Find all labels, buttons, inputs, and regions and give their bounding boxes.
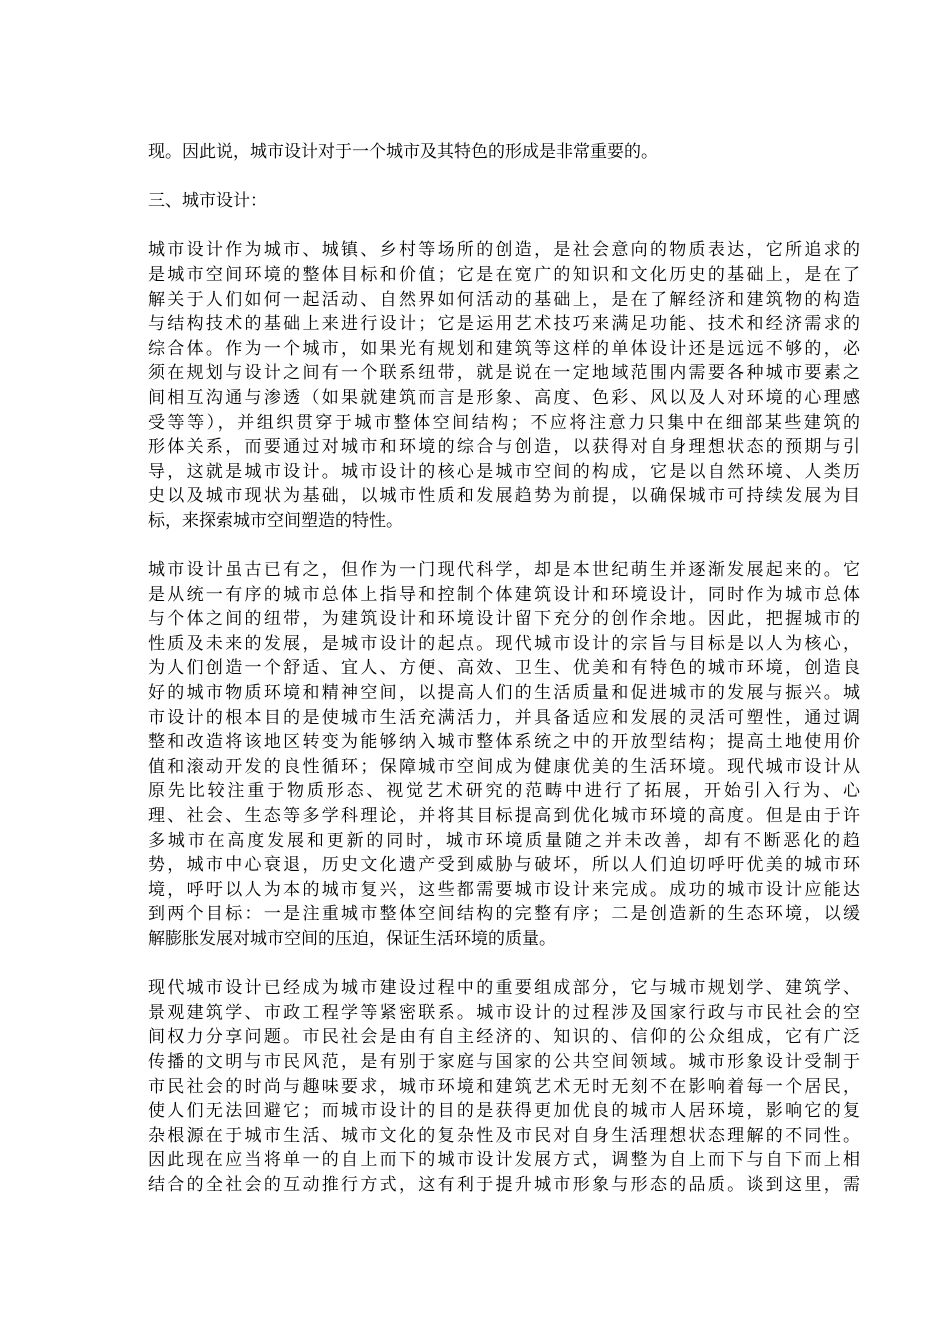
text-line: 是从统一有序的城市总体上指导和控制个体建筑设计和环境设计，同时作为城市总体 bbox=[148, 584, 860, 605]
text-line: 三、城市设计： bbox=[148, 191, 267, 212]
document-body bbox=[148, 140, 860, 1222]
text-line: 与结构技术的基础上来进行设计；它是运用艺术技巧来满足功能、技术和经济需求的 bbox=[148, 314, 860, 335]
text-line: 与个体之间的纽带，为建筑设计和环境设计留下充分的创作余地。因此，把握城市的 bbox=[148, 609, 860, 630]
text-line: 杂根源在于城市生活、城市文化的复杂性及市民对自身生活理想状态理解的不同性。 bbox=[148, 1125, 860, 1146]
text-line: 导，这就是城市设计。城市设计的核心是城市空间的构成，它是以自然环境、人类历 bbox=[148, 461, 860, 482]
text-line: 境，呼吁以人为本的城市复兴，这些都需要城市设计来完成。成功的城市设计应能达 bbox=[148, 879, 860, 900]
paragraph bbox=[148, 976, 860, 1197]
text-line: 多城市在高度发展和更新的同时，城市环境质量随之并未改善，却有不断恶化的趋 bbox=[148, 830, 860, 851]
text-line: 好的城市物质环境和精神空间，以提高人们的生活质量和促进城市的发展与振兴。城 bbox=[148, 683, 860, 704]
text-line: 景观建筑学、市政工程学等紧密联系。城市设计的过程涉及国家行政与市民社会的空 bbox=[148, 1002, 860, 1023]
text-line: 解关于人们如何一起活动、自然界如何活动的基础上，是在了解经济和建筑物的构造 bbox=[148, 289, 860, 310]
text-line: 城市设计作为城市、城镇、乡村等场所的创造，是社会意向的物质表达，它所追求的 bbox=[148, 240, 860, 261]
text-line: 值和滚动开发的良性循环；保障城市空间成为健康优美的生活环境。现代城市设计从 bbox=[148, 756, 860, 777]
text-line: 市民社会的时尚与趣味要求，城市环境和建筑艺术无时无刻不在影响着每一个居民， bbox=[148, 1076, 860, 1097]
text-line: 势，城市中心衰退，历史文化遗产受到威胁与破坏，所以人们迫切呼吁优美的城市环 bbox=[148, 855, 860, 876]
text-line: 市设计的根本目的是使城市生活充满活力，并具备适应和发展的灵活可塑性，通过调 bbox=[148, 707, 860, 728]
text-line: 标，来探索城市空间塑造的特性。 bbox=[148, 510, 403, 531]
text-line: 史以及城市现状为基础，以城市性质和发展趋势为前提，以确保城市可持续发展为目 bbox=[148, 486, 860, 507]
text-line: 须在规划与设计之间有一个联系纽带，就是说在一定地域范围内需要各种城市要素之 bbox=[148, 363, 860, 384]
text-line: 传播的文明与市民风范，是有别于家庭与国家的公共空间领域。城市形象设计受制于 bbox=[148, 1051, 860, 1072]
text-line: 现代城市设计已经成为城市建设过程中的重要组成部分，它与城市规划学、建筑学、 bbox=[148, 978, 860, 999]
paragraph bbox=[148, 558, 860, 952]
text-line: 整和改造将该地区转变为能够纳入城市整体系统之中的开放型结构；提高土地使用价 bbox=[148, 732, 860, 753]
text-line: 间权力分享问题。市民社会是由有自主经济的、知识的、信仰的公众组成，它有广泛 bbox=[148, 1027, 860, 1048]
text-line: 结合的全社会的互动推行方式，这有利于提升城市形象与形态的品质。谈到这里，需 bbox=[148, 1174, 860, 1195]
text-line: 形体关系，而要通过对城市和环境的综合与创造，以获得对自身理想状态的预期与引 bbox=[148, 437, 860, 458]
paragraph bbox=[148, 189, 860, 214]
paragraph bbox=[148, 238, 860, 533]
text-line: 综合体。作为一个城市，如果光有规划和建筑等这样的单体设计还是远远不够的，必 bbox=[148, 338, 860, 359]
text-line: 现。因此说，城市设计对于一个城市及其特色的形成是非常重要的。 bbox=[148, 142, 658, 162]
text-line: 间相互沟通与渗透（如果就建筑而言是形象、高度、色彩、风以及人对环境的心理感 bbox=[148, 387, 860, 408]
text-line: 城市设计虽古已有之，但作为一门现代科学，却是本世纪萌生并逐渐发展起来的。它 bbox=[148, 560, 860, 581]
text-line: 理、社会、生态等多学科理论，并将其目标提高到优化城市环境的高度。但是由于许 bbox=[148, 806, 860, 827]
text-line: 解膨胀发展对城市空间的压迫，保证生活环境的质量。 bbox=[148, 929, 556, 949]
text-line: 原先比较注重于物质形态、视觉艺术研究的范畴中进行了拓展，开始引入行为、心 bbox=[148, 781, 860, 802]
text-line: 使人们无法回避它；而城市设计的目的是获得更加优良的城市人居环境，影响它的复 bbox=[148, 1101, 860, 1122]
paragraph bbox=[148, 140, 860, 165]
text-line: 性质及未来的发展，是城市设计的起点。现代城市设计的宗旨与目标是以人为核心， bbox=[148, 633, 860, 654]
text-line: 受等等），并组织贯穿于城市整体空间结构；不应将注意力只集中在细部某些建筑的 bbox=[148, 412, 860, 433]
text-line: 为人们创造一个舒适、宜人、方便、高效、卫生、优美和有特色的城市环境，创造良 bbox=[148, 658, 860, 679]
text-line: 到两个目标：一是注重城市整体空间结构的完整有序；二是创造新的生态环境，以缓 bbox=[148, 904, 860, 925]
text-line: 是城市空间环境的整体目标和价值；它是在宽广的知识和文化历史的基础上，是在了 bbox=[148, 264, 860, 285]
text-line: 因此现在应当将单一的自上而下的城市设计发展方式，调整为自上而下与自下而上相 bbox=[148, 1150, 860, 1171]
